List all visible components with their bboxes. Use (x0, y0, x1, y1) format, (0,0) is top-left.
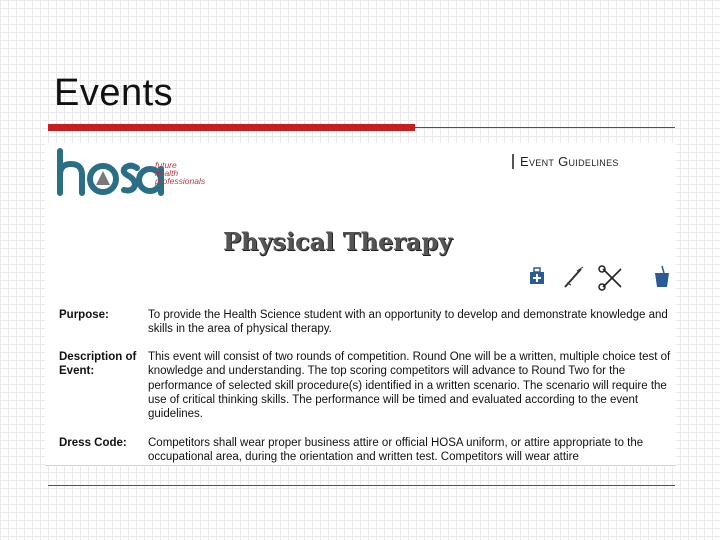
title-accent-line (415, 127, 675, 128)
bottom-rule (48, 485, 675, 486)
event-icons-row (525, 263, 675, 293)
section-text: To provide the Health Science student with an opportunity to develop and demonstrate knowledge and skills in the area of physical therapy. (148, 309, 668, 336)
event-name-heading: Physical Therapy (223, 227, 453, 256)
event-guidelines-label: Event Guidelines (512, 154, 619, 169)
first-aid-kit-icon (530, 268, 544, 284)
section-label: Dress Code: (59, 437, 127, 449)
scissors-icon (599, 266, 621, 290)
cup-icon (655, 266, 669, 287)
event-guideline-document (45, 143, 676, 466)
slide-title: Events (54, 72, 174, 114)
title-accent-bar (48, 124, 415, 131)
section-text: This event will consist of two rounds of competition. Round One will be a written, multiple choice test of knowledge and understanding. The top scoring competitors will advance to Round Two for the performance of selected skill procedure(s) identified in a written scenario. The scenario will require the use of critical thinking skills. The performance will be timed and evaluated according to the event guidelines. (148, 351, 671, 421)
logo-tagline: future health professionals (155, 160, 206, 186)
section-label: Description of Event: (59, 351, 137, 378)
syringe-icon (565, 267, 583, 287)
section-label: Purpose: (59, 309, 109, 321)
section-text: Competitors shall wear proper business attire or official HOSA uniform, or attire appropriate to the occupational area, during the orientation and written test. Competitors will wear attire (148, 437, 644, 464)
